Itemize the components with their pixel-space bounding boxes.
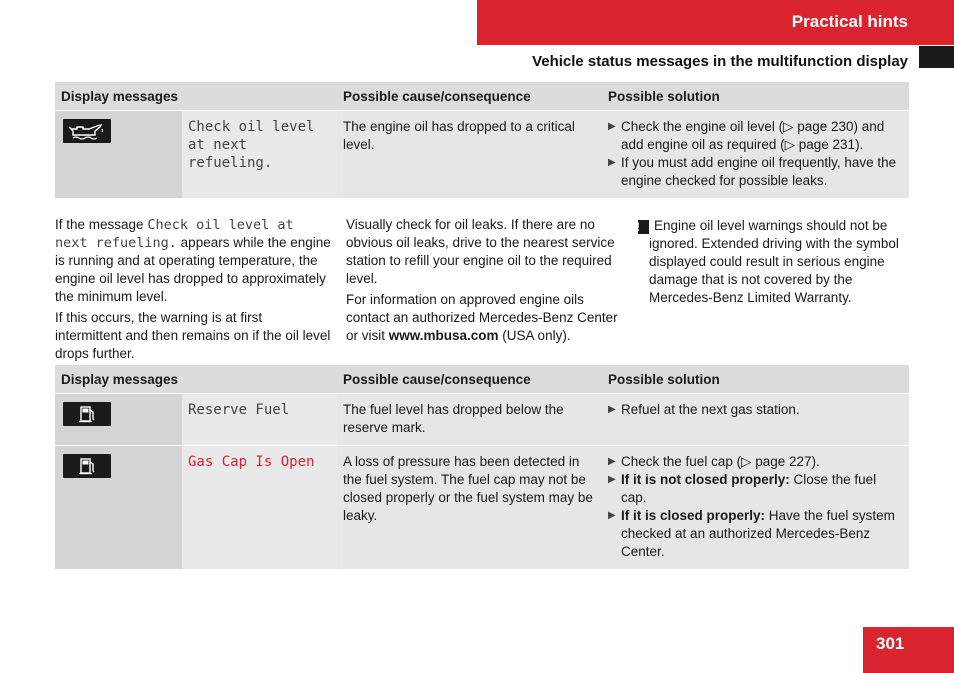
paragraph (346, 291, 622, 345)
cause-text: A loss of pressure has been detected in the fuel system. The fuel cap may not be closed properly or the fuel system may be leaky. (337, 446, 602, 570)
solution-cell (602, 111, 909, 199)
page-subtitle: Vehicle status messages in the multifunction display (532, 53, 908, 70)
bullet-arrow-icon: ▶ (608, 510, 616, 521)
display-message-text: Check oil level at next refueling. (182, 111, 337, 199)
page-number: 301 (876, 634, 905, 653)
warning-text: Engine oil level warnings should not be ignored. Extended driving with the symbol displayed could result in serious engine damage that is not covered by the Mercedes-Benz Limited Warranty. (649, 218, 899, 305)
list-item (608, 154, 903, 190)
table-row (55, 446, 909, 570)
paragraph: If this occurs, the warning is at first intermittent and then remains on if the oil level drops further. (55, 310, 331, 361)
list-item (608, 118, 903, 154)
list-item (608, 453, 903, 471)
text: If the message (55, 217, 148, 232)
warning-exclamation-icon: ! (638, 220, 649, 234)
bullet-arrow-icon: ▶ (608, 456, 616, 467)
body-column-1 (55, 216, 331, 366)
solution-condition: If it is closed properly: (621, 508, 766, 523)
paragraph (55, 216, 331, 306)
fuel-messages-table (55, 365, 909, 569)
table-row (55, 111, 909, 199)
header-possible-cause: Possible cause/consequence (337, 365, 602, 394)
table-row (55, 394, 909, 446)
body-column-3 (638, 217, 910, 310)
section-title: Practical hints (791, 12, 908, 31)
list-item (608, 507, 903, 561)
bullet-arrow-icon: ▶ (608, 474, 616, 485)
header-possible-solution: Possible solution (602, 365, 909, 394)
paragraph: Visually check for oil leaks. If there are no obvious oil leaks, drive to the nearest service station to refill your engine oil to the required level. (346, 217, 615, 286)
chapter-tab-marker (919, 46, 954, 68)
header-display-messages: Display messages (55, 365, 337, 394)
cause-text: The engine oil has dropped to a critical level. (337, 111, 602, 199)
header-possible-cause: Possible cause/consequence (337, 82, 602, 111)
body-column-2 (346, 216, 622, 348)
header-display-messages: Display messages (55, 82, 337, 111)
icon-cell (55, 111, 182, 199)
oil-messages-table (55, 82, 909, 198)
list-item (608, 471, 903, 507)
icon-cell (55, 394, 182, 446)
solution-text: Check the engine oil level (▷ page 230) and add engine oil as required (▷ page 231). (621, 119, 885, 152)
text: appears while the engine is running and at operating temperature, the engine oil level has dropped to approximately the minimum level. (55, 235, 331, 304)
solution-text: If you must add engine oil frequently, have the engine checked for possible leaks. (621, 155, 897, 188)
solution-cell (602, 394, 909, 446)
solution-text: Check the fuel cap (▷ page 227). (621, 454, 820, 469)
bullet-arrow-icon: ▶ (608, 157, 616, 168)
solution-text: Close the fuel cap. (621, 472, 877, 505)
solution-cell (602, 446, 909, 570)
website-link[interactable]: www.mbusa.com (388, 328, 499, 343)
cause-text: The fuel level has dropped below the reserve mark. (337, 394, 602, 446)
list-item (608, 401, 903, 419)
header-possible-solution: Possible solution (602, 82, 909, 111)
bullet-arrow-icon: ▶ (608, 404, 616, 415)
oil-can-icon (63, 119, 111, 143)
text: For information on approved engine oils contact an authorized Mercedes-Benz Center or visit (346, 292, 618, 343)
page-number-box (863, 627, 954, 673)
display-message-text: Reserve Fuel (182, 394, 337, 446)
bullet-arrow-icon: ▶ (608, 121, 616, 132)
table-header-row (55, 365, 909, 394)
solution-text: Have the fuel system checked at an authorized Mercedes-Benz Center. (621, 508, 895, 559)
table-header-row (55, 82, 909, 111)
solution-text: Refuel at the next gas station. (621, 402, 800, 417)
display-message-text: Gas Cap Is Open (182, 446, 337, 570)
fuel-pump-icon (63, 454, 111, 478)
section-header-bar (477, 0, 954, 45)
icon-cell (55, 446, 182, 570)
text: (USA only). (498, 328, 571, 343)
solution-condition: If it is not closed properly: (621, 472, 790, 487)
warning-paragraph (638, 217, 910, 307)
inline-display-message: Check oil level at next refueling. (55, 217, 294, 251)
fuel-pump-icon (63, 402, 111, 426)
